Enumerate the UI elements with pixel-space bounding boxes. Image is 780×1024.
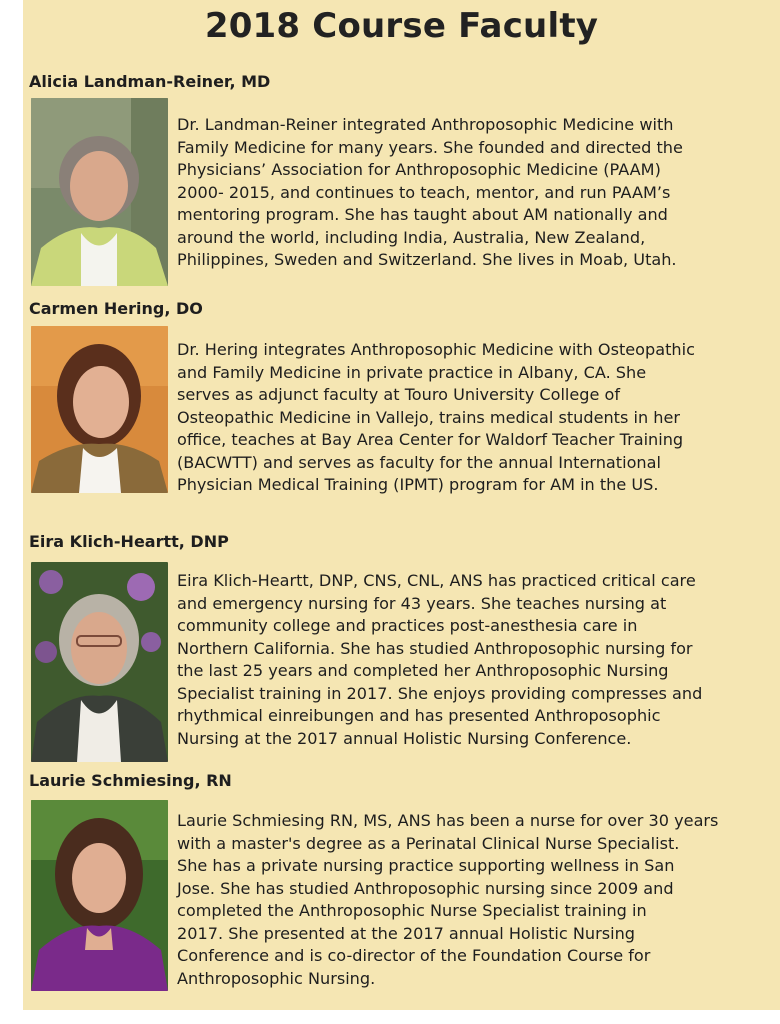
portrait-photo-icon <box>31 98 168 286</box>
portrait-photo-icon <box>31 562 168 762</box>
faculty-bio-hering: Dr. Hering integrates Anthroposophic Medicine with Osteopathic and Family Medicine in private practice in Albany, CA. She serves as adjunct faculty at Touro University College of Osteopathic Medicine in Vallejo, trains medical students in her office, teaches at Bay Area Center for Waldorf Teacher Training (BACWTT) and serves as faculty for the annual International Physician Medical Training (IPMT) program for AM in the US. <box>177 340 695 494</box>
faculty-name-hering: Carmen Hering, DO <box>29 299 203 318</box>
faculty-name-landman-reiner: Alicia Landman-Reiner, MD <box>29 72 271 91</box>
portrait-photo-schmiesing <box>31 800 168 991</box>
portrait-photo-hering <box>31 326 168 493</box>
faculty-bio-klich-heartt: Eira Klich-Heartt, DNP, CNS, CNL, ANS has practiced critical care and emergency nursing for 43 years. She teaches nursing at community college and practices post-anesthesia care in Northern California. She has studied Anthroposophic nursing for the last 25 years and completed her Anthroposophic Nursing Specialist training in 2017. She enjoys providing compresses and rhythmical einreibungen and has presented Anthroposophic Nursing at the 2017 annual Holistic Nursing Conference. <box>177 571 703 748</box>
portrait-photo-landman-reiner <box>31 98 168 286</box>
faculty-bio-schmiesing: Laurie Schmiesing RN, MS, ANS has been a nurse for over 30 years with a master's degree as a Perinatal Clinical Nurse Specialist. She has a private nursing practice supporting wellness in San Jose. She has studied Anthroposophic nursing since 2009 and completed the Anthroposophic Nurse Specialist training in 2017. She presented at the 2017 annual Holistic Nursing Conference and is co-director of the Foundation Course for Anthroposophic Nursing. <box>177 811 719 988</box>
faculty-panel <box>23 0 780 1010</box>
faculty-name-schmiesing: Laurie Schmiesing, RN <box>29 771 232 790</box>
portrait-photo-icon <box>31 800 168 991</box>
portrait-photo-icon <box>31 326 168 493</box>
portrait-photo-klich-heartt <box>31 562 168 762</box>
faculty-name-klich-heartt: Eira Klich-Heartt, DNP <box>29 532 229 551</box>
page-title: 2018 Course Faculty <box>204 6 599 46</box>
faculty-bio-landman-reiner: Dr. Landman-Reiner integrated Anthroposophic Medicine with Family Medicine for many years. She founded and directed the Physicians’ Association for Anthroposophic Medicine (PAAM) 2000- 2015, and continues to teach, mentor, and run PAAM’s mentoring program. She has taught about AM nationally and around the world, including India, Australia, New Zealand, Philippines, Sweden and Switzerland. She lives in Moab, Utah. <box>177 115 683 269</box>
